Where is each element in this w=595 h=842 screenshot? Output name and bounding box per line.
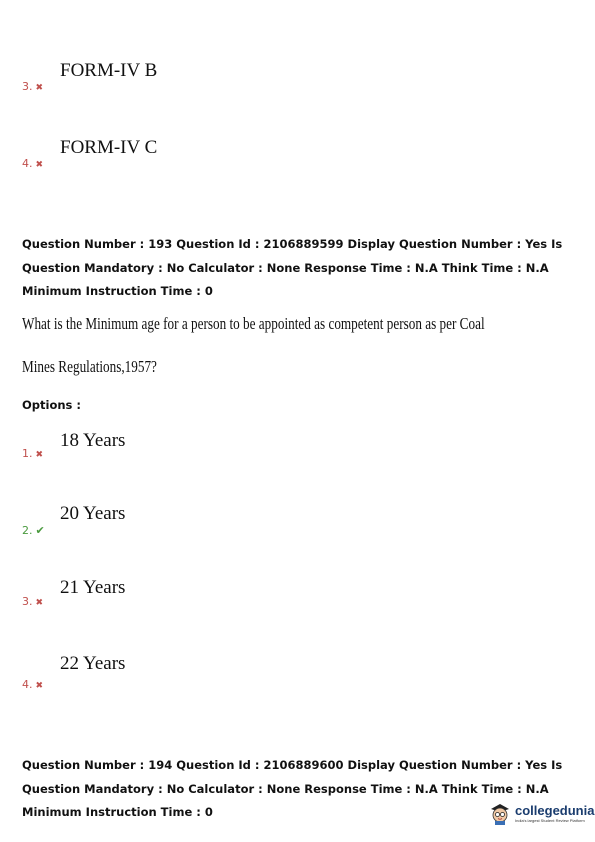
cross-icon: ✖ — [35, 450, 44, 460]
collegedunia-logo — [488, 800, 594, 826]
options-label: Options : — [22, 398, 81, 412]
q193-option-1-number: 1. ✖ — [22, 447, 44, 460]
option-4-text: FORM-IV C — [60, 137, 158, 158]
cross-icon: ✖ — [35, 681, 44, 691]
cross-icon: ✖ — [35, 598, 44, 608]
cross-icon: ✖ — [35, 83, 44, 93]
q193-option-4-text: 22 Years — [60, 653, 126, 674]
question-193-text-line2: Mines Regulations,1957? — [22, 357, 157, 376]
cross-icon: ✖ — [35, 160, 44, 170]
option-3-text: FORM-IV B — [60, 60, 158, 81]
q193-option-3-text: 21 Years — [60, 577, 126, 598]
check-icon: ✔ — [35, 524, 45, 537]
logo-wordmark: collegedunia — [515, 803, 595, 818]
q193-option-4-number: 4. ✖ — [22, 678, 44, 691]
q193-option-1-text: 18 Years — [60, 430, 126, 451]
mascot-icon — [488, 800, 512, 826]
question-193-meta: Question Number : 193 Question Id : 2106889599 Display Question Number : Yes Is Question Mandatory : No Calculator : None Response Time : N.A Think Time : N.A Minimum Instruction Time : 0 — [22, 237, 563, 298]
q193-option-3-number: 3. ✖ — [22, 595, 44, 608]
question-194-meta: Question Number : 194 Question Id : 2106889600 Display Question Number : Yes Is Question Mandatory : No Calculator : None Response Time : N.A Think Time : N.A Minimum Instruction Time : 0 — [22, 758, 563, 819]
question-193-text-line1: What is the Minimum age for a person to be appointed as competent person as per Coal — [22, 314, 485, 333]
logo-tagline: India's largest Student Review Platform — [515, 818, 585, 823]
q193-option-2-text: 20 Years — [60, 503, 126, 524]
option-3-number: 3. ✖ — [22, 80, 44, 93]
option-4-number: 4. ✖ — [22, 157, 44, 170]
q193-option-2-number: 2. ✔ — [22, 524, 45, 537]
